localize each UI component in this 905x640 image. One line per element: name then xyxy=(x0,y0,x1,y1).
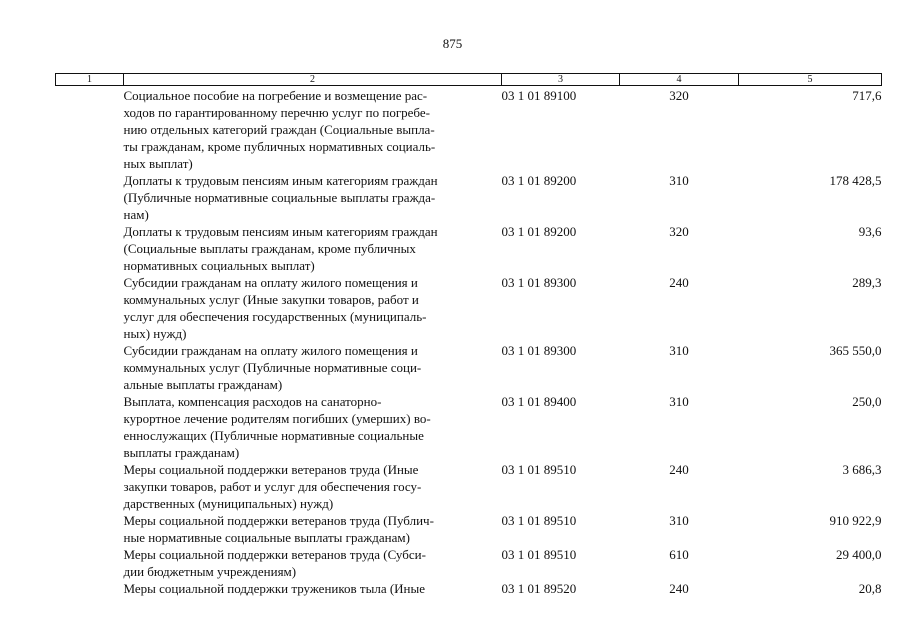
table-row xyxy=(56,546,882,580)
column-1-cell xyxy=(56,393,124,461)
expense-kind-cell: 310 xyxy=(669,173,689,188)
expense-name-line: коммунальных услуг (Публичные нормативные соци- xyxy=(123,360,422,375)
column-1-cell xyxy=(56,512,124,546)
target-code-cell: 03 1 01 89510 xyxy=(501,547,577,562)
expense-name-line: Меры социальной поддержки тружеников тыла (Иные xyxy=(123,581,426,596)
expense-name-line: услуг для обеспечения государственных (муниципаль- xyxy=(123,309,427,324)
expense-name-line: (Публичные нормативные социальные выплаты гражда- xyxy=(123,190,436,205)
expense-name-cell xyxy=(124,223,502,274)
target-code-cell: 03 1 01 89510 xyxy=(501,513,577,528)
amount-cell: 910 922,9 xyxy=(829,513,882,528)
expense-kind-cell: 310 xyxy=(669,513,689,528)
column-number-row xyxy=(56,74,882,86)
expense-name-line: дарственных (муниципальных) нужд) xyxy=(123,496,334,511)
expense-name-cell xyxy=(124,274,502,342)
expense-name-cell xyxy=(124,461,502,512)
amount-cell: 250,0 xyxy=(852,394,882,409)
table-row xyxy=(56,512,882,546)
target-code-cell: 03 1 01 89510 xyxy=(501,462,577,477)
target-code-cell: 03 1 01 89300 xyxy=(501,275,577,290)
expense-kind-cell: 240 xyxy=(669,581,689,596)
expense-kind-cell: 320 xyxy=(669,88,689,103)
expense-name-line: ных выплат) xyxy=(123,156,193,171)
expense-name-line: Доплаты к трудовым пенсиям иным категориям граждан xyxy=(123,173,438,188)
amount-cell: 365 550,0 xyxy=(829,343,882,358)
expense-name-line: (Социальные выплаты гражданам, кроме публичных xyxy=(123,241,416,256)
table-row xyxy=(56,580,882,597)
expense-name-cell xyxy=(124,580,502,597)
expense-kind-cell: 240 xyxy=(669,462,689,477)
column-1-cell xyxy=(56,274,124,342)
table-body xyxy=(56,86,882,598)
column-header-3: 3 xyxy=(502,74,620,86)
expense-name-cell xyxy=(124,393,502,461)
expense-kind-cell: 310 xyxy=(669,343,689,358)
table-row xyxy=(56,172,882,223)
table-row xyxy=(56,274,882,342)
target-code-cell: 03 1 01 89200 xyxy=(501,224,577,239)
expense-name-cell xyxy=(124,86,502,173)
page-number: 875 xyxy=(442,36,463,51)
expense-name-line: нам) xyxy=(123,207,149,222)
expense-name-line: альные выплаты гражданам) xyxy=(123,377,283,392)
expense-name-cell xyxy=(124,172,502,223)
column-header-1: 1 xyxy=(56,74,124,86)
expense-name-line: коммунальных услуг (Иные закупки товаров, работ и xyxy=(123,292,419,307)
amount-cell: 20,8 xyxy=(858,581,882,596)
expense-name-line: выплаты гражданам) xyxy=(123,445,240,460)
amount-cell: 93,6 xyxy=(858,224,882,239)
target-code-cell: 03 1 01 89100 xyxy=(501,88,577,103)
expense-name-line: дии бюджетным учреждениям) xyxy=(123,564,297,579)
target-code-cell: 03 1 01 89520 xyxy=(501,581,577,596)
expense-name-line: ходов по гарантированному перечню услуг по погребе- xyxy=(123,105,430,120)
target-code-cell: 03 1 01 89300 xyxy=(501,343,577,358)
table-row xyxy=(56,86,882,173)
table-row xyxy=(56,461,882,512)
column-header-2: 2 xyxy=(124,74,502,86)
table-row xyxy=(56,393,882,461)
expense-name-line: закупки товаров, работ и услуг для обеспечения госу- xyxy=(123,479,422,494)
amount-cell: 289,3 xyxy=(852,275,882,290)
column-1-cell xyxy=(56,223,124,274)
target-code-cell: 03 1 01 89200 xyxy=(501,173,577,188)
target-code-cell: 03 1 01 89400 xyxy=(501,394,577,409)
expense-kind-cell: 610 xyxy=(669,547,689,562)
expense-name-line: Субсидии гражданам на оплату жилого помещения и xyxy=(123,275,418,290)
expense-name-line: курортное лечение родителям погибших (умерших) во- xyxy=(123,411,431,426)
expense-name-cell xyxy=(124,546,502,580)
table-row xyxy=(56,223,882,274)
column-header-4: 4 xyxy=(620,74,739,86)
expense-name-line: нию отдельных категорий граждан (Социальные выпла- xyxy=(123,122,435,137)
table-row xyxy=(56,342,882,393)
amount-cell: 717,6 xyxy=(852,88,882,103)
expense-kind-cell: 320 xyxy=(669,224,689,239)
expense-name-line: Меры социальной поддержки ветеранов труда (Субси- xyxy=(123,547,426,562)
expense-name-line: Социальное пособие на погребение и возмещение рас- xyxy=(123,88,428,103)
budget-table xyxy=(55,73,882,597)
expense-kind-cell: 310 xyxy=(669,394,689,409)
expense-kind-cell: 240 xyxy=(669,275,689,290)
expense-name-line: Субсидии гражданам на оплату жилого помещения и xyxy=(123,343,418,358)
expense-name-cell xyxy=(124,342,502,393)
amount-cell: 3 686,3 xyxy=(842,462,882,477)
expense-name-line: нормативных социальных выплат) xyxy=(123,258,315,273)
expense-name-line: Доплаты к трудовым пенсиям иным категориям граждан xyxy=(123,224,438,239)
column-1-cell xyxy=(56,342,124,393)
expense-name-line: ных) нужд) xyxy=(123,326,187,341)
expense-name-cell xyxy=(124,512,502,546)
expense-name-line: Меры социальной поддержки ветеранов труда (Публич- xyxy=(123,513,434,528)
amount-cell: 178 428,5 xyxy=(829,173,882,188)
expense-name-line: ты гражданам, кроме публичных нормативных социаль- xyxy=(123,139,436,154)
column-1-cell xyxy=(56,461,124,512)
column-header-5: 5 xyxy=(739,74,882,86)
expense-name-line: Выплата, компенсация расходов на санаторно- xyxy=(123,394,382,409)
column-1-cell xyxy=(56,546,124,580)
column-1-cell xyxy=(56,580,124,597)
expense-name-line: Меры социальной поддержки ветеранов труда (Иные xyxy=(123,462,419,477)
amount-cell: 29 400,0 xyxy=(836,547,882,562)
expense-name-line: ные нормативные социальные выплаты гражданам) xyxy=(123,530,410,545)
expense-name-line: еннослужащих (Публичные нормативные социальные xyxy=(123,428,424,443)
column-1-cell xyxy=(56,172,124,223)
column-1-cell xyxy=(56,86,124,173)
